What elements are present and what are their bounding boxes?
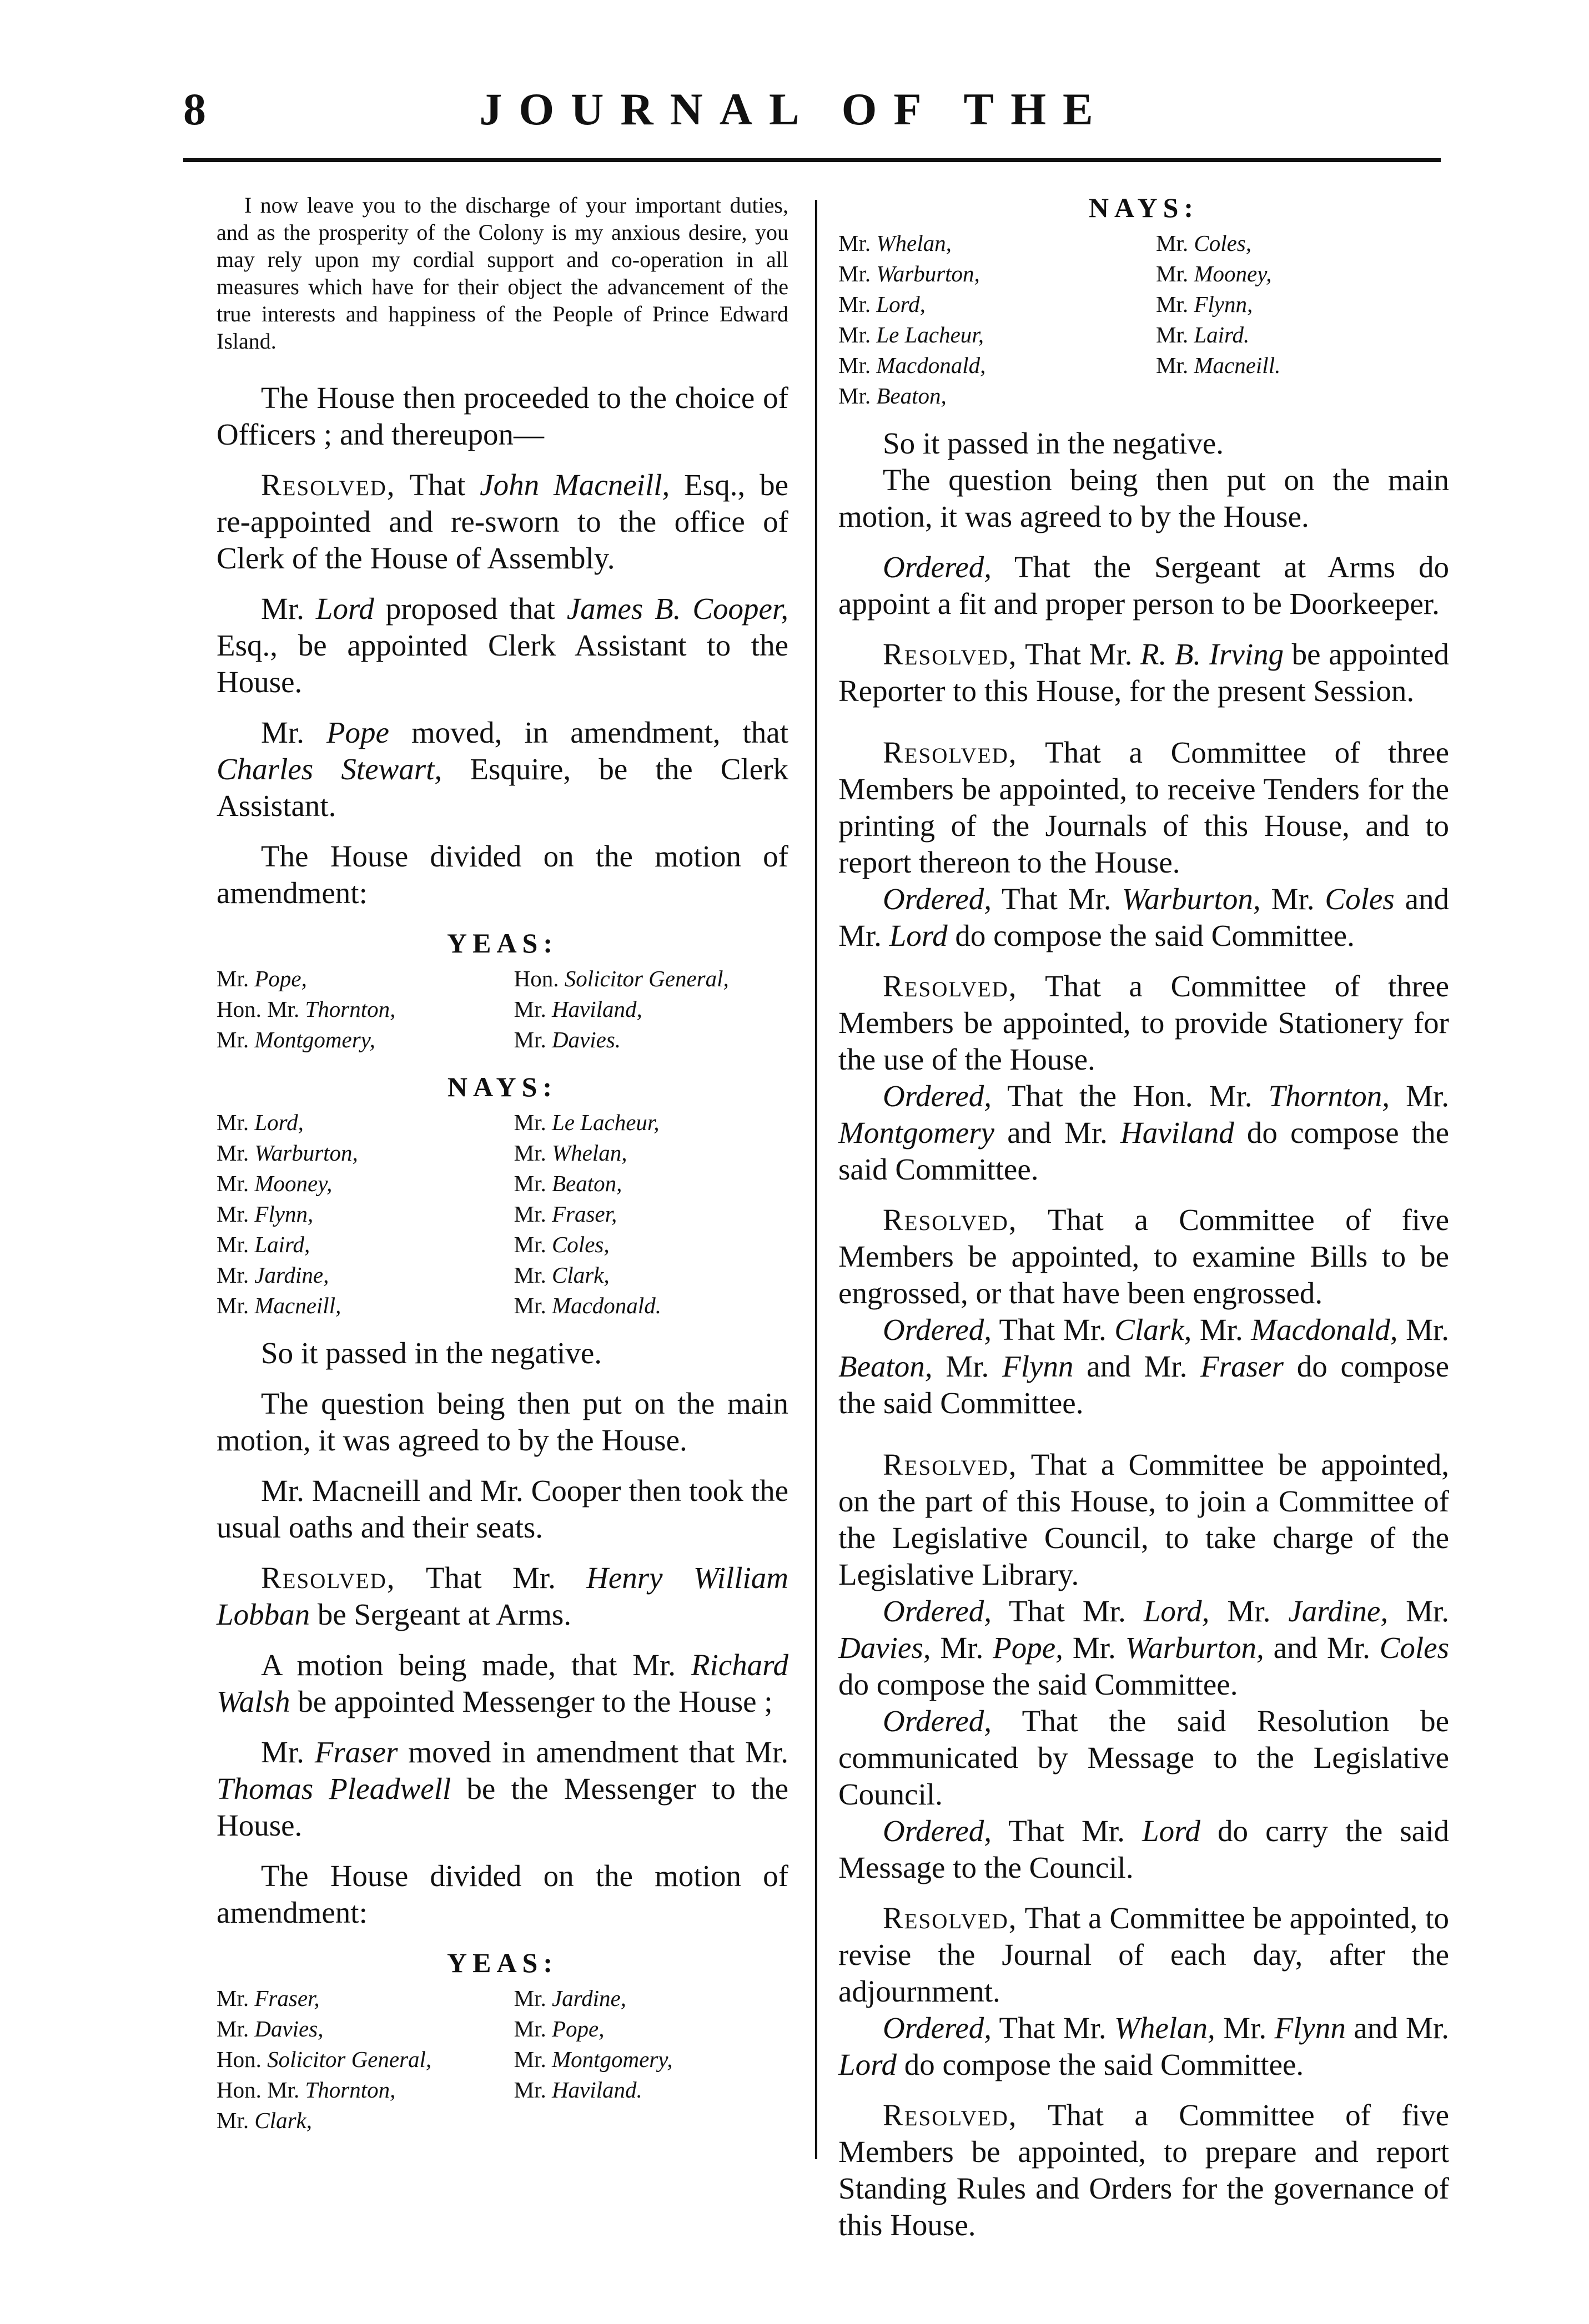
member-title: Mr. — [838, 322, 877, 347]
member-title: Hon. — [217, 2046, 268, 2072]
vote-entry — [514, 1229, 788, 1260]
member-name: James B. Cooper, — [566, 592, 788, 626]
member-title: Mr. — [514, 2077, 552, 2103]
member-name: Clark, — [551, 1262, 610, 1288]
member-name: Coles — [1379, 1631, 1449, 1665]
member-title: Mr. — [1156, 352, 1194, 378]
member-name: Laird, — [254, 1232, 310, 1257]
member-name: John Macneill, — [480, 468, 670, 502]
paragraph — [217, 467, 788, 577]
text: Mr. — [1191, 1313, 1251, 1347]
member-name: Clark, — [254, 2108, 313, 2133]
vote-entry — [838, 350, 1156, 381]
vote-row — [838, 228, 1449, 259]
member-title: Mr. — [217, 1110, 255, 1135]
member-name: Beaton, — [838, 1349, 933, 1383]
text: Mr. — [931, 1631, 993, 1665]
vote-row — [217, 1199, 788, 1229]
page-number: 8 — [183, 84, 206, 134]
vote-entry — [217, 1107, 514, 1138]
paragraph — [217, 714, 788, 824]
resolved-lead: Resolved, — [883, 1901, 1018, 1935]
paragraph — [838, 881, 1449, 954]
member-name: Davies. — [551, 1027, 621, 1052]
vote-row — [838, 320, 1449, 350]
vote-entry — [514, 1983, 788, 2014]
vote-row — [217, 1107, 788, 1138]
member-name: Lord — [315, 592, 374, 626]
member-name: Pope, — [254, 966, 307, 991]
text: That Mr. — [992, 1814, 1142, 1848]
ordered-lead: Ordered, — [883, 2011, 992, 2045]
text: A motion being made, that Mr. — [261, 1648, 691, 1682]
vote-row — [217, 2105, 788, 2136]
member-name: Macneill. — [1194, 352, 1281, 378]
member-title: Hon. Mr. — [217, 996, 305, 1022]
member-name: Thornton, — [305, 996, 396, 1022]
member-name: Flynn — [1002, 1349, 1074, 1383]
member-name: Le Lacheur, — [551, 1110, 660, 1135]
paragraph: So it passed in the negative. — [261, 1336, 602, 1370]
resolved-lead: Resolved, — [883, 969, 1018, 1003]
text: and Mr. — [1345, 2011, 1449, 2045]
paragraph — [838, 549, 1449, 622]
text: Esq., be appointed Clerk Assistant to the House. — [217, 628, 788, 699]
member-name: Davies, — [838, 1631, 931, 1665]
member-title: Mr. — [838, 261, 877, 286]
member-title: Mr. — [217, 1140, 255, 1166]
vote-entry — [217, 1290, 514, 1321]
text: Mr. — [1388, 1594, 1450, 1628]
ordered-lead: Ordered, — [883, 1704, 992, 1738]
text: That Mr. — [992, 1313, 1115, 1347]
text: That the Sergeant at Arms do appoint a fit and proper person to be Doorkeeper. — [838, 550, 1449, 621]
vote-entry — [1156, 381, 1449, 411]
vote-row — [217, 1290, 788, 1321]
vote-row — [217, 1260, 788, 1290]
member-title: Mr. — [838, 383, 877, 409]
member-name: Richard Walsh — [217, 1648, 788, 1718]
resolved-lead: Resolved, — [883, 1203, 1018, 1237]
member-title: Mr. — [217, 1027, 255, 1052]
vote-row — [217, 2014, 788, 2044]
text: and Mr. — [1073, 1349, 1201, 1383]
text: do compose the said Committee. — [947, 919, 1355, 952]
ordered-lead: Ordered, — [883, 882, 992, 916]
paragraph — [838, 1813, 1449, 1886]
member-title: Mr. — [514, 1293, 552, 1318]
right-column — [838, 191, 1449, 2244]
paragraph: The House divided on the motion of amendment: — [217, 839, 788, 910]
member-title: Mr. — [217, 1262, 255, 1288]
vote-row — [217, 1168, 788, 1199]
ordered-lead: Ordered, — [883, 550, 992, 584]
vote-entry — [514, 1199, 788, 1229]
member-name: Pope, — [551, 2016, 605, 2041]
member-name: Whelan, — [551, 1140, 627, 1166]
member-name: Jardine, — [254, 1262, 329, 1288]
member-name: Whelan, — [876, 230, 952, 256]
text: proposed that — [374, 592, 567, 626]
paragraph — [838, 2010, 1449, 2083]
vote-entry — [514, 2014, 788, 2044]
left-column — [217, 191, 788, 2136]
paragraph: The question being then put on the main motion, it was agreed to by the House. — [217, 1387, 788, 1457]
member-name: Davies, — [254, 2016, 324, 2041]
yeas-heading: YEAS: — [446, 927, 559, 959]
ordered-lead: Ordered, — [883, 1313, 992, 1347]
text: be appointed Reporter to this House, for the present Session. — [838, 637, 1450, 708]
paragraph — [838, 1078, 1449, 1188]
paragraph — [838, 1593, 1449, 1703]
text: That Mr. — [395, 1561, 587, 1595]
member-title: Mr. — [1156, 230, 1194, 256]
member-name: Montgomery — [838, 1116, 995, 1150]
member-name: Flynn — [1274, 2011, 1346, 2045]
text: Mr. — [1397, 1313, 1450, 1347]
text: Mr. — [1063, 1631, 1125, 1665]
member-title: Hon. Mr. — [217, 2077, 305, 2103]
vote-entry — [838, 289, 1156, 320]
vote-row — [217, 994, 788, 1025]
vote-row — [217, 1025, 788, 1055]
member-title: Mr. — [514, 996, 552, 1022]
paragraph — [838, 1900, 1449, 2010]
member-title: Mr. — [514, 2016, 552, 2041]
member-title: Mr. — [838, 352, 877, 378]
member-name: Fraser, — [551, 1201, 617, 1227]
member-name: Warburton, — [876, 261, 980, 286]
text: Mr. — [932, 1349, 1003, 1383]
member-name: Macdonald, — [876, 352, 986, 378]
paragraph — [838, 2097, 1449, 2244]
resolved-lead: Resolved, — [883, 735, 1018, 769]
text: and Mr. — [838, 882, 1449, 952]
vote-entry — [514, 1025, 788, 1055]
vote-entry — [217, 1138, 514, 1168]
vote-entry — [1156, 289, 1449, 320]
vote-entry — [514, 994, 788, 1025]
vote-entry — [514, 2105, 788, 2136]
vote-entry — [514, 1107, 788, 1138]
member-name: Flynn, — [254, 1201, 314, 1227]
text: That Mr. — [992, 1594, 1144, 1628]
member-name: Henry William Lobban — [217, 1561, 788, 1631]
vote-entry — [514, 964, 788, 994]
member-title: Mr. — [514, 1262, 552, 1288]
nays-heading: NAYS: — [1088, 192, 1199, 223]
member-title: Mr. — [514, 1110, 552, 1135]
paragraph: The House divided on the motion of amendment: — [217, 1859, 788, 1929]
text: That Mr. — [992, 2011, 1114, 2045]
member-title: Mr. — [514, 1027, 552, 1052]
member-name: Lord — [838, 2048, 897, 2081]
member-name: Fraser, — [254, 1985, 320, 2011]
paragraph — [838, 636, 1449, 709]
text: moved, in amendment, that — [389, 715, 789, 749]
member-name: Thornton, — [1268, 1079, 1390, 1113]
text: Mr. — [261, 592, 316, 626]
member-title: Mr. — [1156, 261, 1194, 286]
member-title: Mr. — [1156, 291, 1194, 317]
vote-row — [217, 2075, 788, 2105]
paragraph — [838, 1703, 1449, 1813]
text: Esquire, be the Clerk Assistant. — [217, 752, 788, 823]
member-name: Flynn, — [1194, 291, 1253, 317]
vote-entry — [217, 2105, 514, 2136]
text: be appointed Messenger to the House ; — [290, 1685, 773, 1718]
member-title: Mr. — [514, 1171, 552, 1196]
member-name: R. B. Irving — [1140, 637, 1284, 671]
member-name: Pope — [326, 715, 389, 749]
member-title: Mr. — [514, 1201, 552, 1227]
member-name: Coles, — [551, 1232, 610, 1257]
member-name: Thornton, — [305, 2077, 396, 2103]
nays-heading: NAYS: — [447, 1071, 558, 1102]
member-name: Jardine, — [551, 1985, 626, 2011]
member-name: Fraser — [314, 1735, 398, 1769]
resolved-lead: Resolved, — [883, 1448, 1018, 1481]
resolved-lead: Resolved, — [261, 468, 396, 502]
vote-entry — [1156, 259, 1449, 289]
vote-entry — [217, 994, 514, 1025]
text: That a Committee be appointed, to revise the Journal of each day, after the adjournment. — [838, 1901, 1449, 2008]
text: That a Committee of five Members be appointed, to examine Bills to be engrossed, or that have been engrossed. — [838, 1203, 1449, 1310]
text: be Sergeant at Arms. — [310, 1597, 572, 1631]
paragraph — [838, 968, 1449, 1078]
vote-row — [217, 2044, 788, 2075]
member-title: Mr. — [217, 1171, 255, 1196]
member-title: Mr. — [217, 2016, 255, 2041]
vote-row — [217, 1229, 788, 1260]
paragraph — [217, 1560, 788, 1633]
member-title: Mr. — [217, 1232, 255, 1257]
member-name: Beaton, — [551, 1171, 622, 1196]
member-name: Solicitor General, — [267, 2046, 432, 2072]
paragraph — [217, 1647, 788, 1720]
vote-entry — [217, 2075, 514, 2105]
vote-entry — [838, 228, 1156, 259]
paragraph — [838, 1202, 1449, 1312]
text: That a Committee of three Members be appointed, to provide Stationery for the use of the House. — [838, 969, 1449, 1076]
vote-entry — [514, 2075, 788, 2105]
member-name: Beaton, — [876, 383, 947, 409]
member-name: Le Lacheur, — [876, 322, 984, 347]
member-name: Lord, — [254, 1110, 304, 1135]
vote-entry — [838, 320, 1156, 350]
member-name: Montgomery, — [551, 2046, 673, 2072]
vote-entry — [514, 2044, 788, 2075]
member-title: Mr. — [514, 2046, 552, 2072]
member-name: Montgomery, — [254, 1027, 375, 1052]
member-name: Lord — [1142, 1814, 1200, 1848]
member-name: Lord — [889, 919, 948, 952]
text: Mr. — [1260, 882, 1325, 916]
member-name: Thomas Pleadwell — [217, 1772, 451, 1806]
vote-entry — [217, 1260, 514, 1290]
paragraph: Mr. Macneill and Mr. Cooper then took the usual oaths and their seats. — [217, 1474, 788, 1544]
text: moved in amendment that Mr. — [398, 1735, 788, 1769]
vote-row — [217, 964, 788, 994]
vote-entry — [514, 1138, 788, 1168]
member-name: Macdonald. — [551, 1293, 661, 1318]
vote-entry — [217, 964, 514, 994]
member-title: Mr. — [838, 230, 877, 256]
member-name: Coles — [1325, 882, 1395, 916]
member-title: Mr. — [217, 1293, 255, 1318]
member-title: Hon. — [514, 966, 565, 991]
vote-entry — [217, 2014, 514, 2044]
vote-row — [838, 381, 1449, 411]
text: That a Committee of three Members be appointed, to receive Tenders for the printing of the Journals of this House, and to report thereon to the House. — [838, 735, 1449, 879]
paragraph — [217, 1734, 788, 1844]
paragraph — [217, 591, 788, 700]
text: Esq., be re-appointed and re-sworn to the office of Clerk of the House of Assembly. — [217, 468, 788, 575]
text: That the Hon. Mr. — [992, 1079, 1269, 1113]
member-title: Mr. — [514, 1140, 552, 1166]
paragraph — [838, 1312, 1449, 1421]
text: do carry the said Message to the Council. — [838, 1814, 1449, 1884]
vote-entry — [514, 1168, 788, 1199]
member-name: Warburton, — [1122, 882, 1261, 916]
member-name: Fraser — [1200, 1349, 1284, 1383]
vote-entry — [514, 1260, 788, 1290]
member-name: Warburton, — [1125, 1631, 1264, 1665]
member-name: Haviland — [1120, 1116, 1234, 1150]
ordered-lead: Ordered, — [883, 1079, 992, 1113]
text: and Mr. — [994, 1116, 1120, 1150]
nays-list — [217, 1107, 788, 1321]
member-name: Jardine, — [1288, 1594, 1389, 1628]
member-name: Haviland, — [551, 996, 642, 1022]
text: do compose the said Committee. — [838, 1116, 1449, 1186]
member-title: Mr. — [838, 291, 877, 317]
member-name: Lord, — [1143, 1594, 1210, 1628]
member-name: Haviland. — [551, 2077, 642, 2103]
text: do compose the said Committee. — [896, 2048, 1304, 2081]
paragraph: The question being then put on the main motion, it was agreed to by the House. — [838, 463, 1449, 533]
vote-row — [838, 350, 1449, 381]
member-name: Whelan, — [1114, 2011, 1215, 2045]
text: That a Committee be appointed, on the part of this House, to join a Committee of the Legislative Council, to take charge of the Legislative Library. — [838, 1448, 1449, 1591]
member-name: Macdonald, — [1251, 1313, 1398, 1347]
member-name: Laird. — [1194, 322, 1250, 347]
member-title: Mr. — [514, 1232, 552, 1257]
vote-entry — [217, 1025, 514, 1055]
member-name: Mooney, — [254, 1171, 333, 1196]
speech-conclusion: I now leave you to the discharge of your important duties, and as the prosperity of the Colony is my anxious desire, you may rely upon my cordial support and co-operation in all measures which have for their object the advancement of the true interests and happiness of the People of Prince Edward Island. — [217, 193, 788, 354]
paragraph — [838, 1446, 1449, 1593]
member-title: Mr. — [217, 1985, 255, 2011]
member-name: Charles Stewart, — [217, 752, 442, 786]
resolved-lead: Resolved, — [261, 1561, 396, 1595]
text: Mr. — [261, 1735, 315, 1769]
member-title: Mr. — [217, 966, 255, 991]
text: and Mr. — [1264, 1631, 1380, 1665]
text: be the Messenger to the House. — [217, 1772, 788, 1842]
text: Mr. — [1209, 1594, 1289, 1628]
vote-row — [217, 1138, 788, 1168]
vote-entry — [1156, 350, 1449, 381]
column-rule — [815, 200, 817, 2159]
vote-entry — [217, 1229, 514, 1260]
vote-row — [838, 289, 1449, 320]
ordered-lead: Ordered, — [883, 1594, 992, 1628]
member-name: Macneill, — [254, 1293, 341, 1318]
vote-entry — [838, 259, 1156, 289]
member-name: Pope, — [993, 1631, 1063, 1665]
yeas-list — [217, 1983, 788, 2136]
paragraph: The House then proceeded to the choice of Officers ; and thereupon— — [217, 381, 788, 451]
member-name: Mooney, — [1194, 261, 1272, 286]
vote-row — [838, 259, 1449, 289]
nays-list — [838, 228, 1449, 411]
vote-entry — [217, 1168, 514, 1199]
member-name: Clark, — [1114, 1313, 1192, 1347]
text: do compose the said Committee. — [838, 1349, 1450, 1420]
member-title: Mr. — [1156, 322, 1194, 347]
paragraph — [838, 734, 1449, 881]
resolved-lead: Resolved, — [883, 637, 1018, 671]
text: Mr. — [261, 715, 326, 749]
text: do compose the said Committee. — [838, 1667, 1238, 1701]
vote-entry — [217, 1199, 514, 1229]
member-name: Solicitor General, — [564, 966, 729, 991]
member-title: Mr. — [217, 1201, 255, 1227]
vote-entry — [1156, 320, 1449, 350]
vote-row — [217, 1983, 788, 2014]
text: That a Committee of five Members be appointed, to prepare and report Standing Rules and Orders for the governance of this House. — [838, 2098, 1449, 2242]
vote-entry — [1156, 228, 1449, 259]
text: That Mr. — [992, 882, 1122, 916]
yeas-list — [217, 964, 788, 1055]
vote-entry — [217, 1983, 514, 2014]
vote-entry — [217, 2044, 514, 2075]
member-title: Mr. — [514, 1985, 552, 2011]
member-name: Warburton, — [254, 1140, 358, 1166]
yeas-heading: YEAS: — [446, 1947, 559, 1978]
text: Mr. — [1390, 1079, 1449, 1113]
paragraph: So it passed in the negative. — [883, 426, 1224, 460]
header-rule — [183, 158, 1441, 162]
member-name: Coles, — [1194, 230, 1252, 256]
text: That the said Resolution be communicated by Message to the Legislative Council. — [838, 1704, 1449, 1811]
vote-entry — [514, 1290, 788, 1321]
text: That — [395, 468, 480, 502]
running-head: JOURNAL OF THE — [479, 84, 1110, 134]
vote-entry — [838, 381, 1156, 411]
resolved-lead: Resolved, — [883, 2098, 1018, 2132]
member-title: Mr. — [217, 2108, 255, 2133]
member-name: Lord, — [876, 291, 926, 317]
ordered-lead: Ordered, — [883, 1814, 992, 1848]
text: Mr. — [1215, 2011, 1275, 2045]
text: That Mr. — [1017, 637, 1140, 671]
